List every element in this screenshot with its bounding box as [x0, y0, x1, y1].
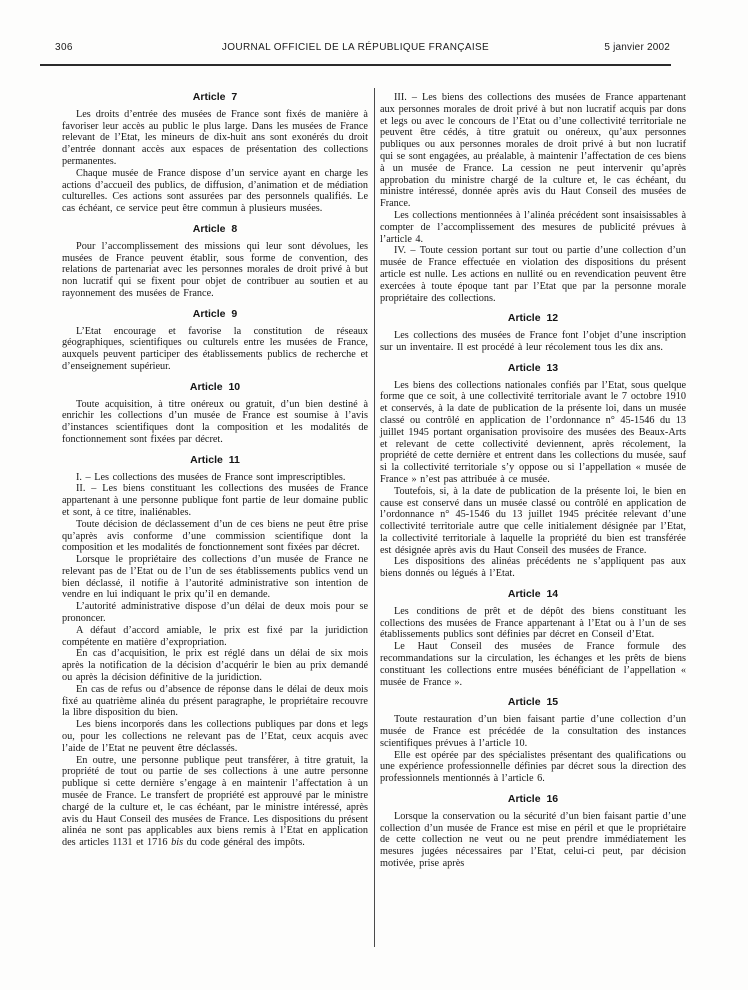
page-number: 306	[55, 42, 73, 53]
column-divider-rule	[374, 88, 375, 947]
article-paragraph: En outre, une personne publique peut transférer, à titre gratuit, la propriété de tout ou partie de ses collections à une autre personne publique si cette dernière s’engage à en maintenir l’affectation à un musée de France. Le transfert de propriété est approuvé par le ministre chargé de la culture et, le cas échéant, par le ministre intéressé, après avis du Haut Conseil des musées de France. Les dispositions du présent alinéa ne sont pas applicables aux biens remis à l’Etat en application des articles 1131 et 1716 bis du code général des impôts.	[62, 754, 368, 849]
article-paragraph: Les collections mentionnées à l’alinéa précédent sont insaisissables à compter de l’accomplissement des mesures de publicité prévues à l’article 4.	[380, 209, 686, 245]
article-paragraph: IV. – Toute cession portant sur tout ou partie d’une collection d’un musée de France effectuée en violation des dispositions du présent article est nulle. Les actions en nullité ou en revendication peuvent être exercées à toute époque tant par l’Etat que par la personne morale propriétaire des collections.	[380, 245, 686, 304]
article-paragraph: Chaque musée de France dispose d’un service ayant en charge les actions d’accueil des publics, de diffusion, d’animation et de médiation culturelles. Ces actions sont assurées par des personnels qualifiés. Le cas échéant, ce service peut être commun à plusieurs musées.	[62, 167, 368, 215]
article-paragraph: Elle est opérée par des spécialistes présentant des qualifications ou une expérience professionnelle définies par décret sous la direction des professionnels mentionnés à l’article 6.	[380, 749, 686, 785]
journal-title: JOURNAL OFFICIEL DE LA RÉPUBLIQUE FRANÇAISE	[221, 42, 490, 53]
article-heading: Article 13	[507, 361, 559, 374]
article-heading: Article 15	[507, 696, 559, 709]
article-paragraph: Les biens des collections nationales confiés par l’Etat, sous quelque forme que ce soit, à une collectivité territoriale avant le 7 octobre 1910 et conservés, à la date de publication de la présente loi, dans un musée classé ou contrôlé en application de l’ordonnance n° 45-1546 du 13 juillet 1945 portant organisation provisoire des musées des Beaux-Arts et relevant de cette collectivité deviennent, après récolement, la propriété de cette dernière et entrent dans les collections du musée, sauf si la collectivité territoriale s’y oppose ou si l’appellation « musée de France » n’est pas attribuée à ce musée.	[380, 379, 686, 485]
article-paragraph: Lorsque la conservation ou la sécurité d’un bien faisant partie d’une collection d’un musée de France est mise en péril et que le propriétaire de cette collection ne veut ou ne peut prendre immédiatement les mesures jugées nécessaires par l’Etat, celui-ci peut, par décision motivée, prise après	[380, 810, 686, 870]
article-paragraph: I. – Les collections des musées de France sont imprescriptibles.	[76, 471, 346, 483]
article-paragraph: Les droits d’entrée des musées de France sont fixés de manière à favoriser leur accès au public le plus large. Dans les musées de France relevant de l’Etat, les mineurs de dix-huit ans sont exonérés du droit d’entrée donnant accès aux espaces de présentation des collections permanentes.	[62, 108, 368, 167]
article-paragraph: Les dispositions des alinéas précédents ne s’appliquent pas aux biens donnés ou légués à l’Etat.	[380, 556, 686, 580]
article-heading: Article 10	[189, 380, 241, 393]
article-paragraph: Les biens incorporés dans les collections publiques par dons et legs ou, pour les collections ne relevant pas de l’Etat, ceux acquis avec l’aide de l’Etat ne peuvent être déclassés.	[62, 719, 368, 754]
article-heading: Article 14	[507, 588, 559, 601]
article-paragraph: Les collections des musées de France font l’objet d’une inscription sur un inventaire. Il est procédé à leur récolement tous les dix ans.	[380, 330, 686, 353]
article-paragraph: En cas de refus ou d’absence de réponse dans le délai de deux mois fixé au quatrième alinéa du présent paragraphe, le propriétaire recouvre la libre disposition du bien.	[62, 683, 368, 719]
article-heading: Article 8	[192, 222, 238, 235]
article-paragraph: L’Etat encourage et favorise la constitution de réseaux géographiques, scientifiques ou culturels entre les musées de France, auxquels peuvent participer des établissements publics de recherche et d’enseignement supérieur.	[62, 325, 368, 372]
article-paragraph: Toute acquisition, à titre onéreux ou gratuit, d’un bien destiné à enrichir les collections d’un musée de France est soumise à l’avis d’instances scientifiques dont la composition et les modalités de fonctionnement sont fixées par décret.	[62, 398, 368, 445]
right-column	[380, 90, 686, 870]
header-rule	[40, 64, 671, 66]
article-heading: Article 9	[192, 307, 238, 320]
article-heading: Article 7	[192, 91, 238, 103]
article-heading: Article 11	[190, 453, 240, 466]
page-header	[40, 42, 671, 56]
article-paragraph: Toute décision de déclassement d’un de ces biens ne peut être prise qu’après avis conforme d’une commission scientifique dont la composition et les modalités de fonctionnement sont fixées par décret.	[62, 518, 368, 554]
article-paragraph: Le Haut Conseil des musées de France formule des recommandations sur la circulation, les échanges et les prêts de biens constituant les collections entre musées bénéficiant de l’appellation « musée de France ».	[380, 641, 686, 688]
article-paragraph: Toutefois, si, à la date de publication de la présente loi, le bien en cause est conservé dans un musée classé ou contrôlé en application de l’ordonnance n° 45-1546 du 13 juillet 1945 précitée relevant d’une collectivité territoriale autre que celle initialement désignée par l’Etat, la collectivité territoriale à laquelle la propriété du bien est transférée est désignée après avis du Haut Conseil des musées de France.	[380, 485, 686, 556]
article-paragraph: III. – Les biens des collections des musées de France appartenant aux personnes morales de droit privé à but non lucratif acquis par dons et legs ou avec le concours de l’Etat ou d’une collectivité territoriale ne peuvent être cédés, à titre gratuit ou onéreux, qu’aux personnes publiques ou aux personnes morales de droit privé à but non lucratif qui se sont engagées, au préalable, à maintenir l’affectation de ces biens à un musée de France. La cession ne peut intervenir qu’après approbation du ministre chargé de la culture et, le cas échéant, du ministre intéressé, donnée après avis du Haut Conseil des musées de France.	[380, 92, 686, 210]
article-paragraph: En cas d’acquisition, le prix est réglé dans un délai de six mois après la notification de la décision d’acquérir le bien au prix demandé ou après la décision définitive de la juridiction.	[62, 648, 368, 684]
article-paragraph: Lorsque le propriétaire des collections d’un musée de France ne relevant pas de l’Etat ou de l’un de ses établissements publics vend un bien déclassé, il notifie à l’autorité administrative son intention de vendre en lui indiquant le prix qu’il en demande.	[62, 554, 368, 601]
article-paragraph: II. – Les biens constituant les collections des musées de France appartenant à une personne publique font partie de leur domaine public et sont, à ce titre, inaliénables.	[62, 483, 368, 518]
article-paragraph: L’autorité administrative dispose d’un délai de deux mois pour se prononcer.	[62, 601, 368, 625]
article-paragraph: Toute restauration d’un bien faisant partie d’une collection d’un musée de France est précédée de la consultation des instances scientifiques prévues à l’article 10.	[380, 714, 686, 749]
article-paragraph: Les conditions de prêt et de dépôt des biens constituant les collections des musées de France appartenant à l’Etat ou à l’un de ses établissements publics sont définies par décret en Conseil d’Etat.	[380, 605, 686, 641]
issue-date: 5 janvier 2002	[604, 42, 670, 53]
article-heading: Article 12	[507, 312, 559, 325]
article-paragraph: A défaut d’accord amiable, le prix est fixé par la juridiction compétente en matière d’expropriation.	[62, 624, 368, 648]
left-column	[62, 90, 368, 849]
article-paragraph: Pour l’accomplissement des missions qui leur sont dévolues, les musées de France peuvent établir, sous forme de convention, des relations de partenariat avec les personnes morales de droit privé à but non lucratif qui se fixent pour objet de contribuer au soutien et au rayonnement des musées de France.	[62, 240, 368, 299]
article-heading: Article 16	[507, 793, 559, 806]
